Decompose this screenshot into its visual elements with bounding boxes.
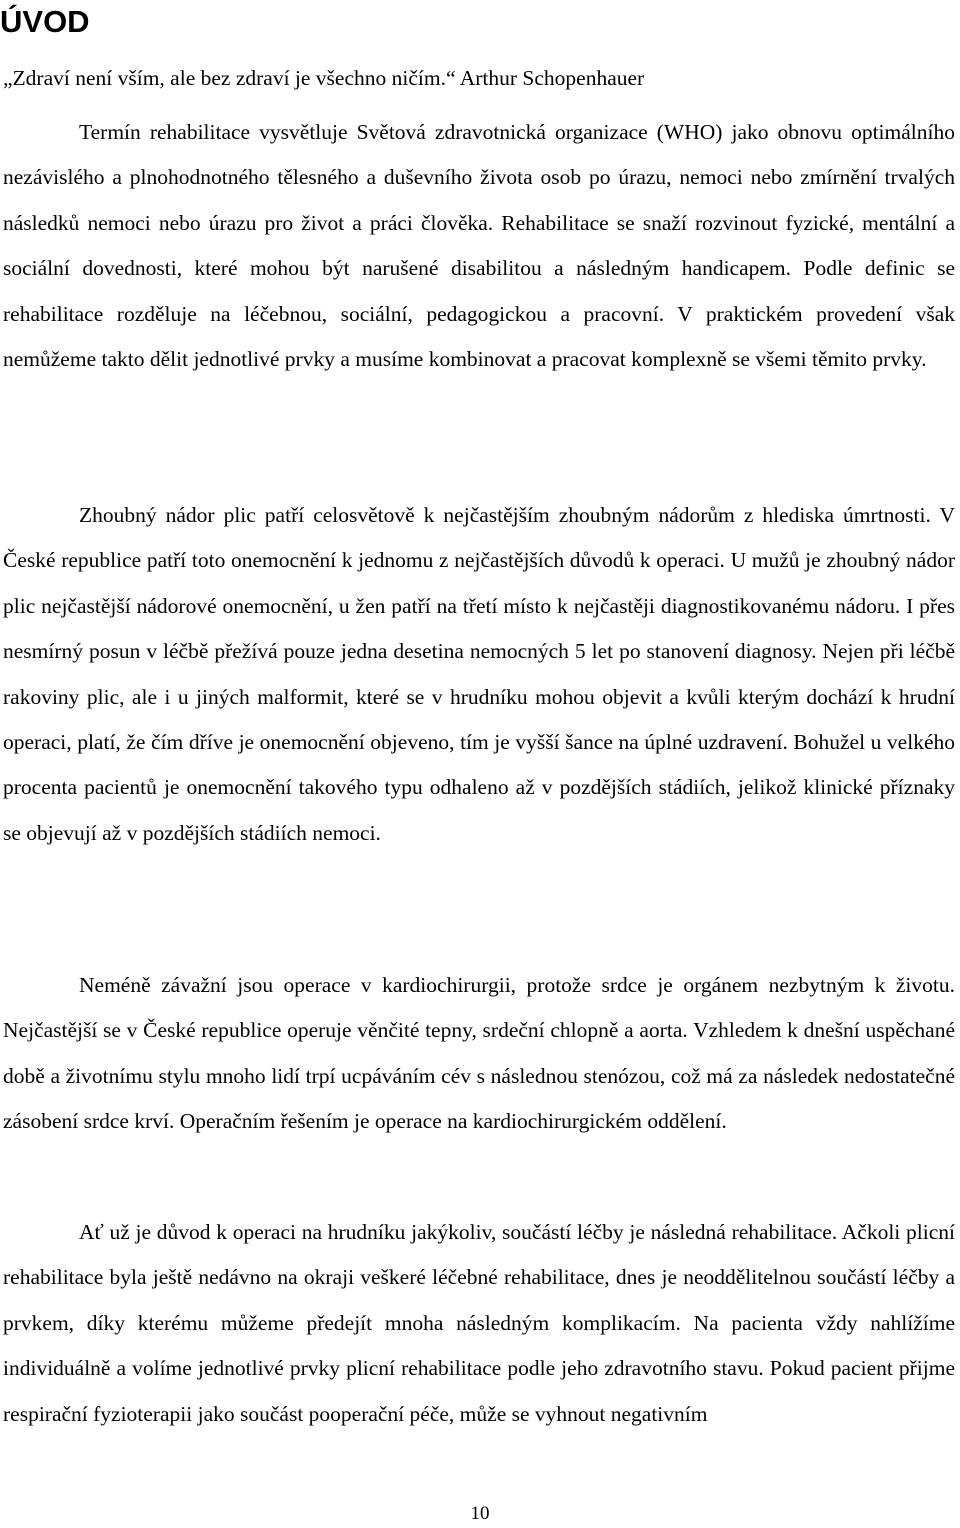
paragraph-pulmonary-rehabilitation: Ať už je důvod k operaci na hrudníku jakýkoliv, součástí léčby je následná rehabilitace. Ačkoli plicní rehabilitace byla ještě nedávno na okraji veškeré léčebné rehabilitace, dnes je neoddělitelnou součástí léčby a prvkem, díky kterému můžeme předejít mnoha následným komplikacím. Na pacienta vždy nahlížíme individuálně a volíme jednotlivé prvky plicní rehabilitace podle jeho zdravotního stavu. Pokud pacient přijme respirační fyzioterapii jako součást pooperační péče, může se vyhnout negativním: [3, 1220, 955, 1426]
paragraph-lung-cancer: Zhoubný nádor plic patří celosvětově k nejčastějším zhoubným nádorům z hlediska úmrtnosti. V České republice patří toto onemocnění k jednomu z nejčastějších důvodů k operaci. U mužů je zhoubný nádor plic nejčastější nádorové onemocnění, u žen patří na třetí místo k nejčastěji diagnostikovanému nádoru. I přes nesmírný posun v léčbě přežívá pouze jedna desetina nemocných 5 let po stanovení diagnosy. Nejen při léčbě rakoviny plic, ale i u jiných malformit, které se v hrudníku mohou objevit a kvůli kterým dochází k hrudní operaci, platí, že čím dříve je onemocnění objeveno, tím je vyšší šance na úplné uzdravení. Bohužel u velkého procenta pacientů je onemocnění takového typu odhaleno až v pozdějších stádiích, jelikož klinické příznaky se objevují až v pozdějších stádiích nemoci.: [3, 503, 955, 845]
page-number: 10: [470, 1503, 490, 1524]
paragraph-cardiac-surgery: Neméně závažní jsou operace v kardiochirurgii, protože srdce je orgánem nezbytným k životu. Nejčastější se v České republice operuje věnčité tepny, srdeční chlopně a aorta. Vzhledem k dnešní uspěchané době a životnímu stylu mnoho lidí trpí ucpáváním cév s následnou stenózou, což má za následek nedostatečné zásobení srdce krví. Operačním řešením je operace na kardiochirurgickém oddělení.: [3, 973, 955, 1134]
epigraph-quote: „Zdraví není vším, ale bez zdraví je všechno ničím.“ Arthur Schopenhauer: [3, 66, 645, 90]
paragraph-rehabilitation-definition: Termín rehabilitace vysvětluje Světová zdravotnická organizace (WHO) jako obnovu optimálního nezávislého a plnohodnotného tělesného a duševního života osob po úrazu, nemoci nebo zmírnění trvalých následků nemoci nebo úrazu pro život a práci člověka. Rehabilitace se snaží rozvinout fyzické, mentální a sociální dovednosti, které mohou být narušené disabilitou a následným handicapem. Podle definic se rehabilitace rozděluje na léčebnou, sociální, pedagogickou a pracovní. V praktickém provedení však nemůžeme takto dělit jednotlivé prvky a musíme kombinovat a pracovat komplexně se všemi těmito prvky.: [3, 120, 955, 372]
section-heading: ÚVOD: [0, 4, 90, 39]
